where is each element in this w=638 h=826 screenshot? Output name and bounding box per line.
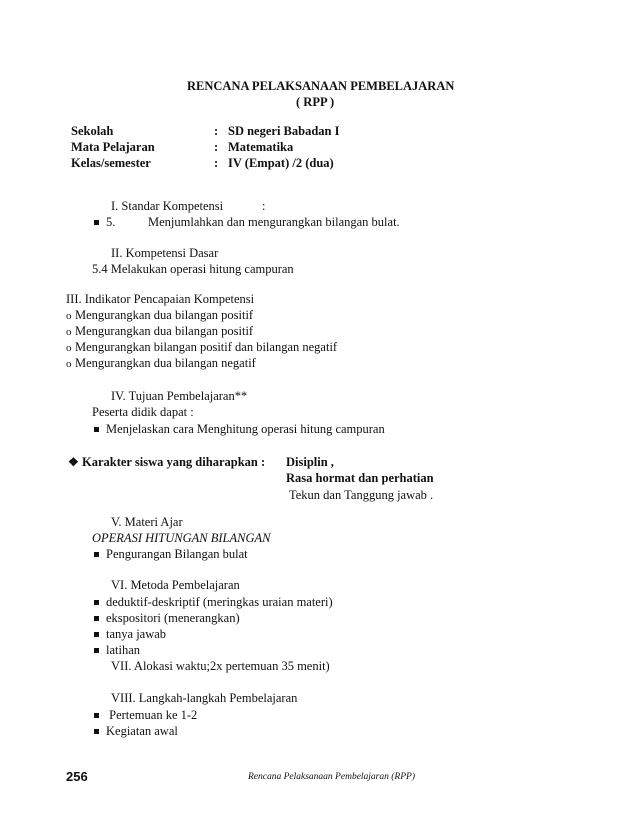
karakter-label <box>68 455 265 470</box>
section-heading-materi: V. Materi Ajar <box>111 515 183 529</box>
metoda-item-text: ekspositori (menerangkan) <box>106 611 240 625</box>
identity-sep: : <box>214 156 219 170</box>
karakter-label-text: Karakter siswa yang diharapkan : <box>82 455 266 469</box>
list-item <box>66 340 337 356</box>
document-subtitle: ( RPP ) <box>296 95 335 109</box>
circle-bullet-icon: o <box>66 326 72 338</box>
square-bullet-icon <box>94 713 99 718</box>
section-heading-metoda: VI. Metoda Pembelajaran <box>111 578 240 592</box>
karakter-value: Rasa hormat dan perhatian <box>286 471 434 485</box>
karakter-value: Disiplin , <box>286 455 334 469</box>
identity-value: SD negeri Babadan I <box>228 124 340 138</box>
list-item <box>66 308 253 324</box>
square-bullet-icon <box>94 600 99 605</box>
indikator-item-text: Mengurangkan bilangan positif dan bilangan negatif <box>75 340 338 354</box>
indikator-item-text: Mengurangkan dua bilangan positif <box>75 324 254 338</box>
materi-topic: OPERASI HITUNGAN BILANGAN <box>92 531 271 545</box>
metoda-item-text: tanya jawab <box>106 627 167 641</box>
section-heading-langkah: VIII. Langkah-langkah Pembelajaran <box>111 691 298 705</box>
langkah-item-text: Kegiatan awal <box>106 724 178 738</box>
section-heading-indikator: III. Indikator Pencapaian Kompetensi <box>66 292 255 306</box>
diamond-bullet-icon: ❖ <box>68 455 79 469</box>
list-item <box>94 724 178 739</box>
section-heading-standar: I. Standar Kompetensi <box>111 199 224 213</box>
square-bullet-icon <box>94 616 99 621</box>
circle-bullet-icon: o <box>66 342 72 354</box>
section-heading-tujuan: IV. Tujuan Pembelajaran** <box>111 389 248 403</box>
list-item <box>94 643 140 658</box>
tujuan-item <box>94 422 385 437</box>
materi-item-text: Pengurangan Bilangan bulat <box>106 547 248 561</box>
metoda-item-text: latihan <box>106 643 141 657</box>
identity-value: IV (Empat) /2 (dua) <box>228 156 334 170</box>
square-bullet-icon <box>94 552 99 557</box>
footer-caption: Rencana Pelaksanaan Pembelajaran (RPP) <box>248 772 415 782</box>
identity-label: Sekolah <box>71 124 114 138</box>
circle-bullet-icon: o <box>66 358 72 370</box>
square-bullet-icon <box>94 427 99 432</box>
identity-sep: : <box>214 124 219 138</box>
identity-sep: : <box>214 140 219 154</box>
list-item <box>94 611 240 626</box>
tujuan-intro: Peserta didik dapat : <box>92 405 194 419</box>
square-bullet-icon <box>94 729 99 734</box>
standar-item-number: 5. <box>106 215 116 229</box>
list-item <box>94 595 333 610</box>
standar-colon: : <box>262 199 266 213</box>
document-title: RENCANA PELAKSANAAN PEMBELAJARAN <box>187 79 455 93</box>
identity-label: Kelas/semester <box>71 156 151 170</box>
circle-bullet-icon: o <box>66 310 72 322</box>
langkah-item-text: Pertemuan ke 1-2 <box>106 708 198 722</box>
metoda-item-text: deduktif-deskriptif (meringkas uraian materi) <box>106 595 333 609</box>
kompetensi-item: 5.4 Melakukan operasi hitung campuran <box>92 262 294 276</box>
square-bullet-icon <box>94 220 99 225</box>
identity-label: Mata Pelajaran <box>71 140 155 154</box>
indikator-item-text: Mengurangkan dua bilangan negatif <box>75 356 256 370</box>
tujuan-item-text: Menjelaskan cara Menghitung operasi hitung campuran <box>106 422 385 436</box>
indikator-item-text: Mengurangkan dua bilangan positif <box>75 308 254 322</box>
square-bullet-icon <box>94 648 99 653</box>
section-heading-kompetensi: II. Kompetensi Dasar <box>111 246 219 260</box>
section-heading-alokasi: VII. Alokasi waktu;2x pertemuan 35 menit) <box>111 659 330 673</box>
standar-item <box>94 215 115 230</box>
list-item <box>66 324 253 340</box>
standar-item-text: Menjumlahkan dan mengurangkan bilangan bulat. <box>148 215 400 229</box>
list-item <box>94 627 166 642</box>
identity-value: Matematika <box>228 140 294 154</box>
materi-item <box>94 547 248 562</box>
page-number: 256 <box>66 769 88 784</box>
list-item <box>94 708 197 723</box>
list-item <box>66 356 256 372</box>
karakter-value: Tekun dan Tanggung jawab . <box>289 488 434 502</box>
square-bullet-icon <box>94 632 99 637</box>
